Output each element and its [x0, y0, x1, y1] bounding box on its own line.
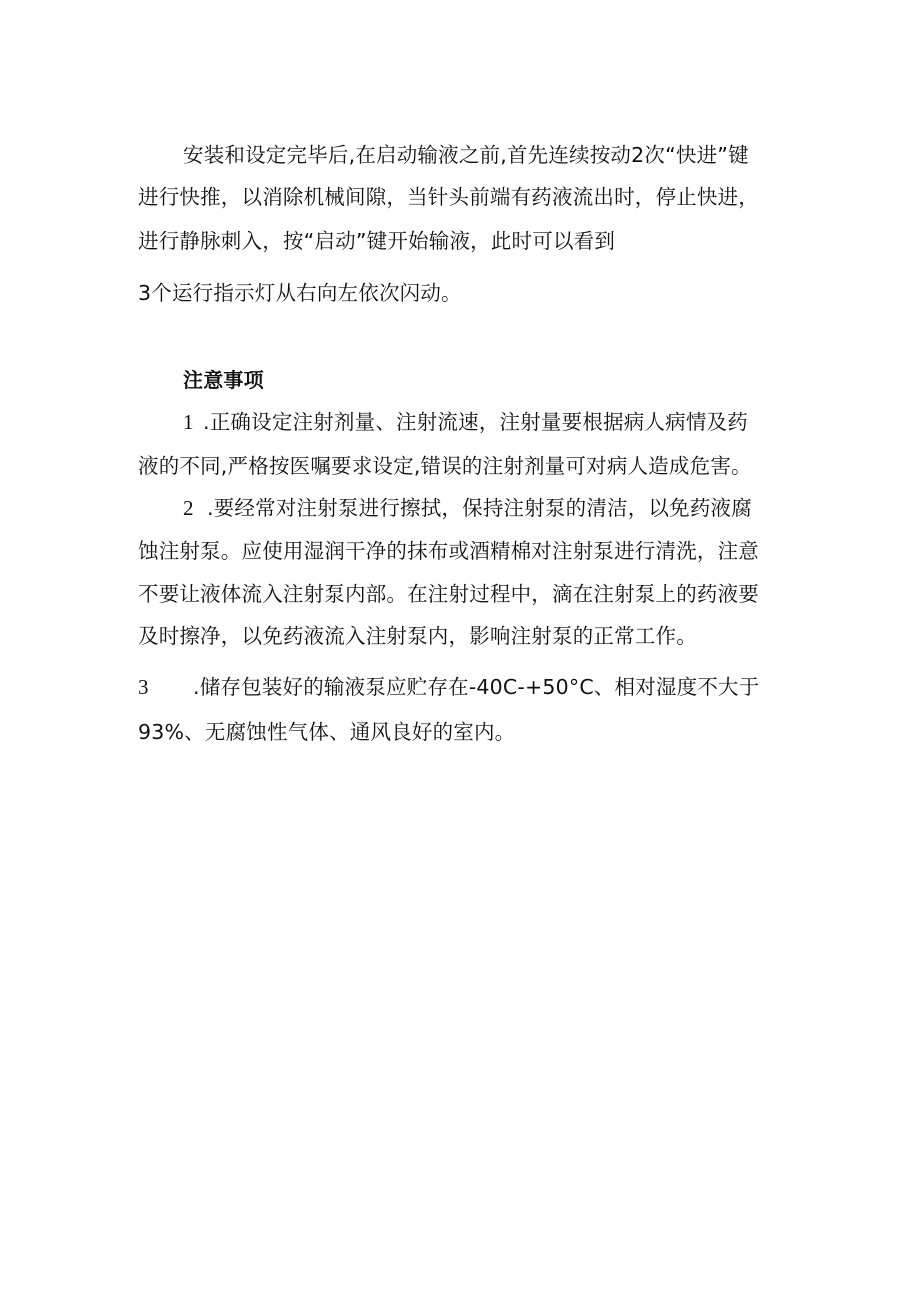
item-2-line-3: 不要让液体流入注射泵内部。在注射过程中，滴在注射泵上的药液要: [138, 582, 759, 606]
item-1-line-2: 液的不同,严格按医嘱要求设定,错误的注射剂量可对病人造成危害。: [138, 454, 752, 478]
intro-line-3: 进行静脉刺入，按“启动”键开始输液，此时可以看到: [138, 229, 616, 253]
item-1-number: 1: [183, 410, 194, 434]
item-3-line-1: .储存包装好的输液泵应贮存在-40C-+50°C、相对湿度不大于: [193, 675, 760, 699]
notes-heading: 注意事项: [183, 368, 264, 392]
item-1-line-1: .正确设定注射剂量、注射流速，注射量要根据病人病情及药: [203, 410, 748, 434]
item-2-line-2: 蚀注射泵。应使用湿润干净的抹布或酒精棉对注射泵进行清洗，注意: [138, 539, 759, 563]
intro-line-1: 安装和设定完毕后,在启动输液之前,首先连续按动2次“快进”键: [183, 143, 749, 167]
intro-line-4: 3个运行指示灯从右向左依次闪动。: [138, 281, 462, 305]
item-2-line-1: .要经常对注射泵进行擦拭，保持注射泵的清洁，以免药液腐: [207, 496, 752, 520]
item-2-number: 2: [183, 496, 194, 520]
item-3-number: 3: [138, 675, 149, 699]
item-2-line-4: 及时擦净，以免药液流入注射泵内，影响注射泵的正常工作。: [138, 624, 697, 648]
intro-line-2: 进行快推，以消除机械间隙，当针头前端有药液流出时，停止快进，: [138, 185, 759, 209]
item-3-line-2: 93%、无腐蚀性气体、通风良好的室内。: [138, 720, 516, 744]
